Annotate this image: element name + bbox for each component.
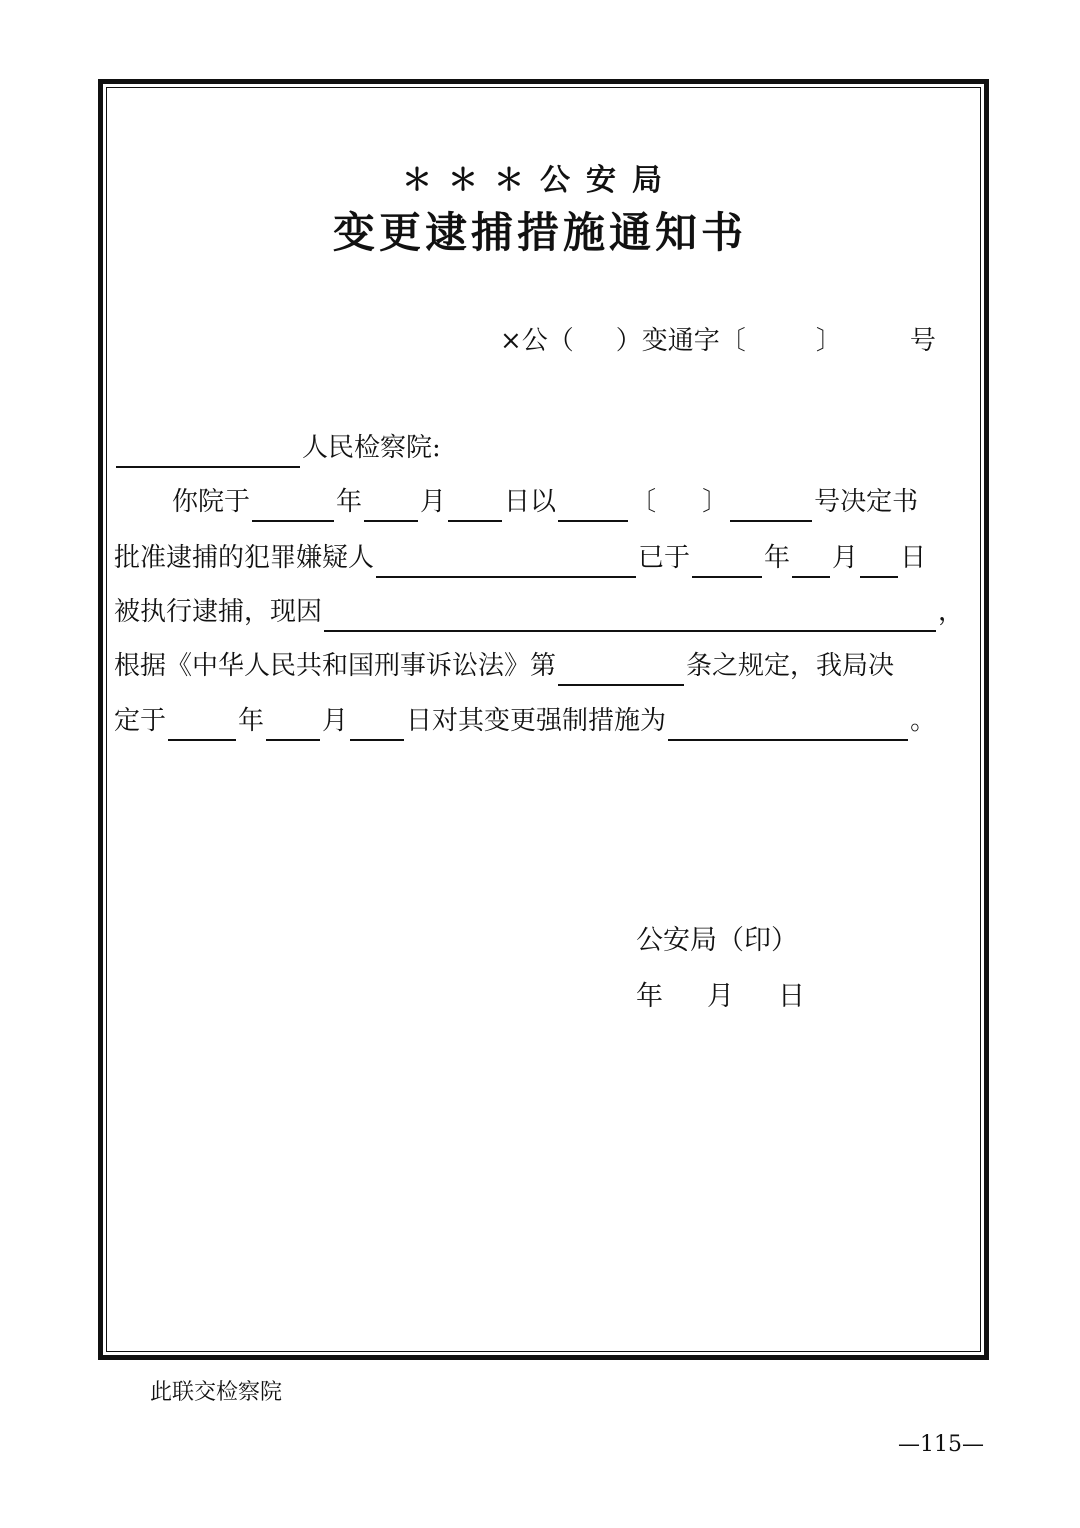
addressee-blank[interactable] <box>116 438 300 468</box>
body-line-4 <box>114 646 894 686</box>
article-number-blank[interactable] <box>558 656 684 686</box>
approval-year-blank[interactable] <box>252 492 334 522</box>
body-text: 月 <box>832 543 859 573</box>
body-text: 月 <box>322 706 349 736</box>
body-text: 号决定书 <box>814 487 919 517</box>
body-line-1 <box>172 482 918 522</box>
change-month-blank[interactable] <box>266 711 320 741</box>
new-measure-blank[interactable] <box>668 711 908 741</box>
change-day-blank[interactable] <box>350 711 404 741</box>
body-text: 你院于 <box>172 487 251 517</box>
body-text: ， <box>938 597 965 627</box>
decision-number-blank[interactable] <box>730 492 812 522</box>
addressee-line <box>114 428 441 468</box>
body-text: 〔 <box>630 487 657 517</box>
body-text: 〕 <box>702 487 729 517</box>
body-text: 日 <box>900 543 927 573</box>
issuing-authority: ＊＊＊公安局 <box>402 163 678 198</box>
document-number <box>500 320 936 357</box>
body-text: 日对其变更强制措施为 <box>406 706 667 736</box>
body-text: 月 <box>420 487 447 517</box>
docno-suffix: 号 <box>909 326 936 356</box>
seal-line: 公安局（印） <box>636 925 798 956</box>
decision-prefix-blank[interactable] <box>558 492 628 522</box>
body-line-5 <box>114 701 936 741</box>
date-month: 月 <box>707 981 734 1012</box>
arrest-day-blank[interactable] <box>860 548 898 578</box>
body-text: 。 <box>910 706 937 736</box>
body-text: 年 <box>336 487 363 517</box>
page-number: —115— <box>898 1432 984 1457</box>
body-text: 日以 <box>504 487 557 517</box>
arrest-month-blank[interactable] <box>792 548 830 578</box>
body-text: 年 <box>238 706 265 736</box>
docno-prefix: ×公（ <box>500 326 574 356</box>
body-line-3 <box>114 592 964 632</box>
suspect-name-blank[interactable] <box>376 548 636 578</box>
docno-bracket-close: 〕 <box>815 326 842 356</box>
body-text: 条之规定，我局决 <box>686 651 895 681</box>
document-title: 变更逮捕措施通知书 <box>332 208 747 257</box>
change-year-blank[interactable] <box>168 711 236 741</box>
copy-note: 此联交检察院 <box>150 1380 283 1405</box>
body-text: 根据《中华人民共和国刑事诉讼法》第 <box>114 651 557 681</box>
addressee-suffix: 人民检察院: <box>302 433 441 463</box>
arrest-year-blank[interactable] <box>692 548 762 578</box>
reason-blank[interactable] <box>324 602 936 632</box>
body-text: 被执行逮捕，现因 <box>114 597 323 627</box>
body-line-2 <box>114 538 926 578</box>
date-year: 年 <box>636 981 663 1012</box>
signature-date <box>636 974 805 1013</box>
body-text: 年 <box>764 543 791 573</box>
body-text: 定于 <box>114 706 167 736</box>
date-day: 日 <box>778 981 805 1012</box>
body-text: 批准逮捕的犯罪嫌疑人 <box>114 543 375 573</box>
docno-middle: ）变通字〔 <box>615 326 746 356</box>
approval-day-blank[interactable] <box>448 492 502 522</box>
approval-month-blank[interactable] <box>364 492 418 522</box>
body-text: 已于 <box>638 543 691 573</box>
